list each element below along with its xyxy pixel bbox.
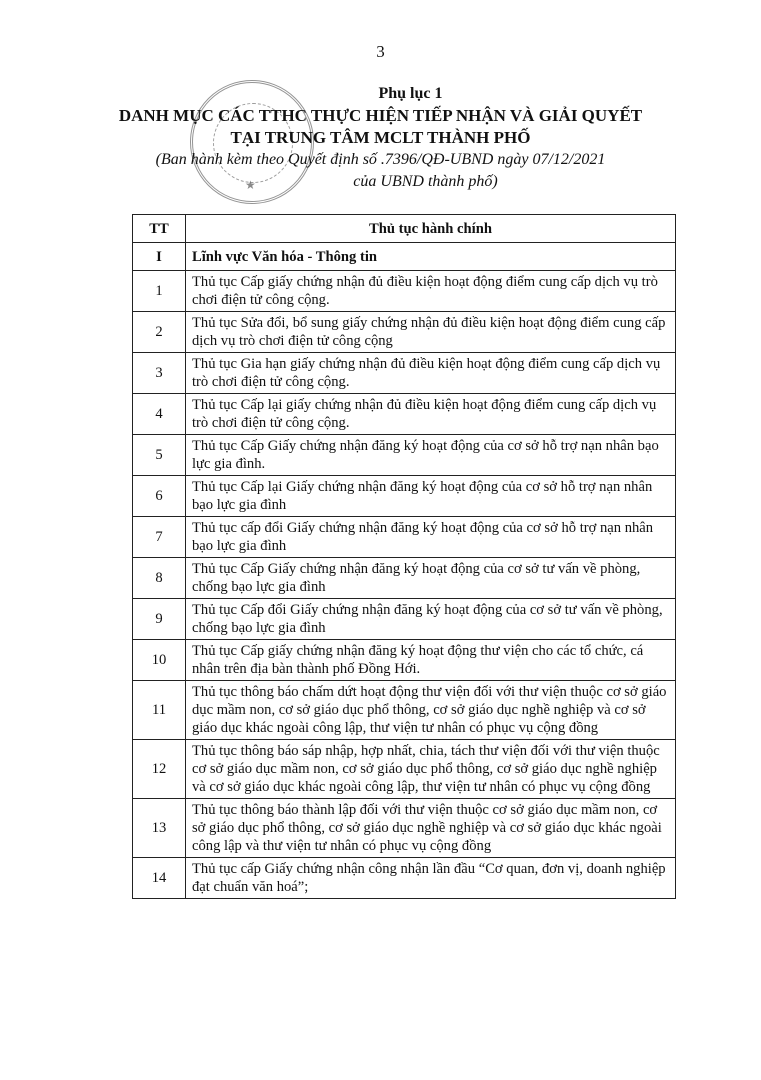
table-row	[133, 558, 676, 599]
row-procedure: Thủ tục thông báo sáp nhập, hợp nhất, chia, tách thư viện đối với thư viện thuộc cơ sở giáo dục mầm non, cơ sở giáo dục phổ thông, cơ sở giáo dục nghề nghiệp và cơ sở giáo dục khác ngoài công lập, thư viện tư nhân có phục vụ cộng đồng	[186, 740, 676, 799]
table-row	[133, 640, 676, 681]
section-row	[133, 243, 676, 271]
row-number: 1	[133, 271, 186, 312]
row-number: 11	[133, 681, 186, 740]
row-number: 14	[133, 858, 186, 899]
header-procedure: Thủ tục hành chính	[186, 215, 676, 243]
row-number: 5	[133, 435, 186, 476]
procedures-table	[132, 214, 676, 899]
table-row	[133, 394, 676, 435]
table-row	[133, 271, 676, 312]
section-number: I	[133, 243, 186, 271]
row-number: 7	[133, 517, 186, 558]
document-header	[0, 84, 761, 192]
row-procedure: Thủ tục Cấp giấy chứng nhận đăng ký hoạt động thư viện cho các tổ chức, cá nhân trên địa bàn thành phố Đồng Hới.	[186, 640, 676, 681]
title-line-2: TẠI TRUNG TÂM MCLT THÀNH PHỐ	[230, 128, 531, 147]
table-header-row	[133, 215, 676, 243]
table-row	[133, 517, 676, 558]
table-row	[133, 312, 676, 353]
table-row	[133, 353, 676, 394]
row-procedure: Thủ tục Cấp Giấy chứng nhận đăng ký hoạt động của cơ sở hỗ trợ nạn nhân bạo lực gia đình.	[186, 435, 676, 476]
row-number: 12	[133, 740, 186, 799]
table-row	[133, 681, 676, 740]
title-line-1: DANH MỤC CÁC TTHC THỰC HIỆN TIẾP NHẬN VÀ GIẢI QUYẾT	[118, 106, 643, 125]
row-procedure: Thủ tục Cấp lại giấy chứng nhận đủ điều kiện hoạt động điểm cung cấp dịch vụ trò chơi điện tử công cộng.	[186, 394, 676, 435]
seal-star-icon: ★	[245, 178, 256, 192]
table-row	[133, 476, 676, 517]
row-procedure: Thủ tục Cấp đổi Giấy chứng nhận đăng ký hoạt động của cơ sở tư vấn về phòng, chống bạo lực gia đình	[186, 599, 676, 640]
row-procedure: Thủ tục Sửa đổi, bổ sung giấy chứng nhận đủ điều kiện hoạt động điểm cung cấp dịch vụ trò chơi điện tử công cộng	[186, 312, 676, 353]
section-label: Lĩnh vực Văn hóa - Thông tin	[186, 243, 676, 271]
table-row	[133, 740, 676, 799]
row-number: 13	[133, 799, 186, 858]
row-number: 2	[133, 312, 186, 353]
row-number: 9	[133, 599, 186, 640]
row-number: 3	[133, 353, 186, 394]
header-tt: TT	[133, 215, 186, 243]
subtitle-line-1: (Ban hành kèm theo Quyết định số .7396/QĐ-UBND ngày 07/12/2021	[155, 151, 606, 168]
page-number: 3	[376, 42, 385, 61]
row-procedure: Thủ tục thông báo chấm dứt hoạt động thư viện đối với thư viện thuộc cơ sở giáo dục mầm non, cơ sở giáo dục phổ thông, cơ sở giáo dục nghề nghiệp và cơ sở giáo dục khác ngoài công lập, thư viện tư nhân có phục vụ cộng đồng	[186, 681, 676, 740]
row-procedure: Thủ tục cấp Giấy chứng nhận công nhận lần đầu “Cơ quan, đơn vị, doanh nghiệp đạt chuẩn văn hoá”;	[186, 858, 676, 899]
appendix-label: Phụ lục 1	[378, 85, 443, 102]
table-row	[133, 435, 676, 476]
row-number: 6	[133, 476, 186, 517]
table-row	[133, 858, 676, 899]
table-row	[133, 599, 676, 640]
subtitle-line-2: của UBND thành phố)	[353, 173, 498, 190]
row-number: 10	[133, 640, 186, 681]
row-procedure: Thủ tục Cấp lại Giấy chứng nhận đăng ký hoạt động của cơ sở hỗ trợ nạn nhân bạo lực gia đình	[186, 476, 676, 517]
row-procedure: Thủ tục Cấp giấy chứng nhận đủ điều kiện hoạt động điểm cung cấp dịch vụ trò chơi điện tử công cộng.	[186, 271, 676, 312]
row-procedure: Thủ tục cấp đổi Giấy chứng nhận đăng ký hoạt động của cơ sở hỗ trợ nạn nhân bạo lực gia đình	[186, 517, 676, 558]
row-number: 4	[133, 394, 186, 435]
table-row	[133, 799, 676, 858]
row-procedure: Thủ tục thông báo thành lập đối với thư viện thuộc cơ sở giáo dục mầm non, cơ sở giáo dục phổ thông, cơ sở giáo dục nghề nghiệp và cơ sở giáo dục khác ngoài công lập và thư viện tư nhân có phục vụ cộng đồng	[186, 799, 676, 858]
row-procedure: Thủ tục Cấp Giấy chứng nhận đăng ký hoạt động của cơ sở tư vấn về phòng, chống bạo lực gia đình	[186, 558, 676, 599]
row-procedure: Thủ tục Gia hạn giấy chứng nhận đủ điều kiện hoạt động điểm cung cấp dịch vụ trò chơi điện tử công cộng.	[186, 353, 676, 394]
row-number: 8	[133, 558, 186, 599]
